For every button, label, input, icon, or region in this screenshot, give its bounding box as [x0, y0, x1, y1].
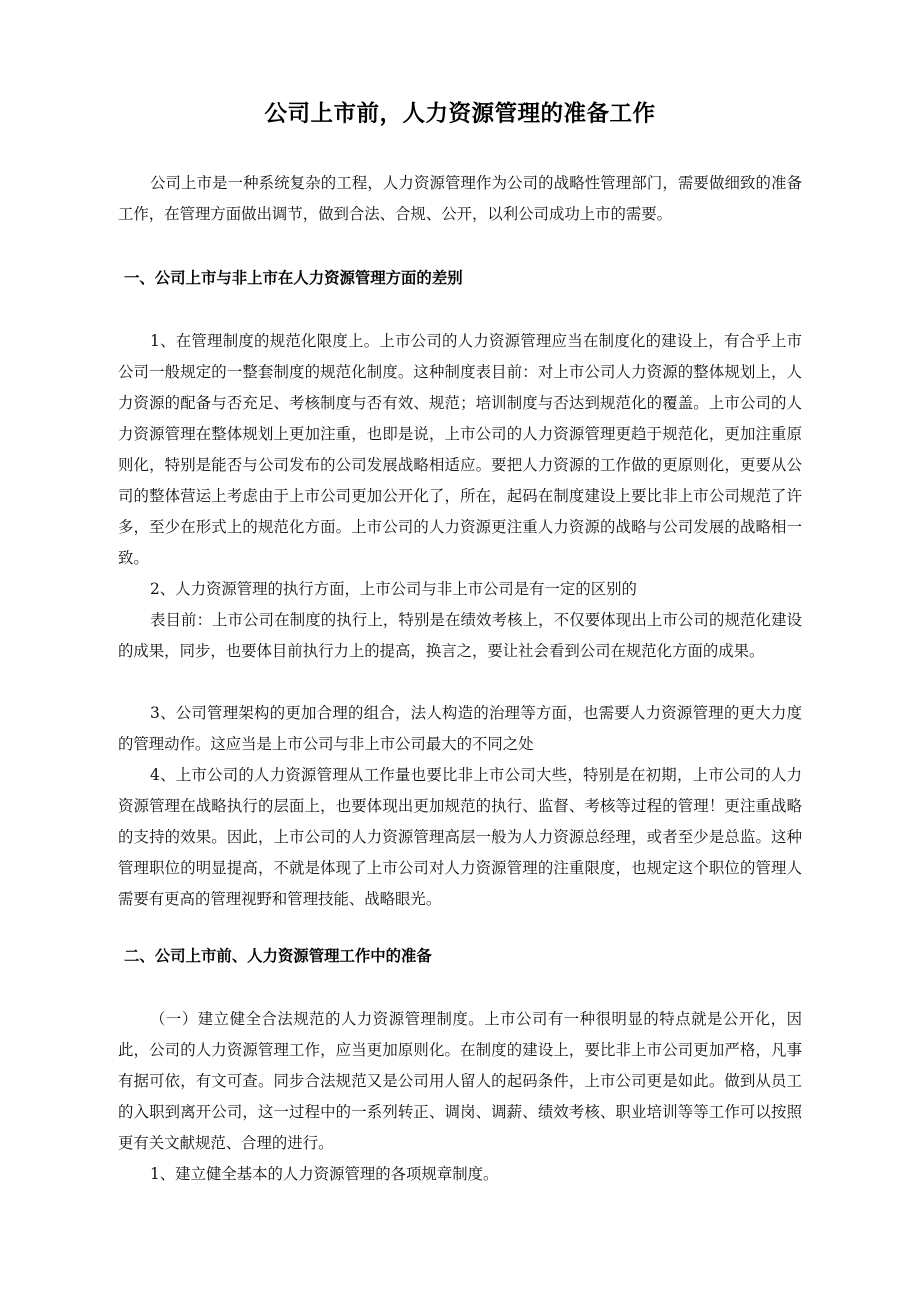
- section-1-point-2: 2、人力资源管理的执行方面，上市公司与非上市公司是有一定的区别的: [150, 580, 637, 598]
- section-1-point-2-detail: 表目前：上市公司在制度的执行上，特别是在绩效考核上，不仅要体现出上市公司的规范化建设的成果，同步，也要体目前执行力上的提高，换言之，要让社会看到公司在规范化方面的成果。: [118, 611, 802, 660]
- section-1-heading: 一、公司上市与非上市在人力资源管理方面的差别: [124, 269, 463, 287]
- section-2-item-1: 1、建立健全基本的人力资源管理的各项规章制度。: [150, 1165, 499, 1183]
- section-1-point-4: 4、上市公司的人力资源管理从工作量也要比非上市公司大些，特别是在初期，上市公司的人力资源管理在战略执行的层面上，也要体现出更加规范的执行、监督、考核等过程的管理！更注重战略的支持的效果。因此，上市公司的人力资源管理高层一般为人力资源总经理，或者至少是总监。这种管理职位的明显提高，不就是体现了上市公司对人力资源管理的注重限度，也规定这个职位的管理人需要有更高的管理视野和管理技能、战略眼光。: [118, 766, 802, 908]
- section-2-heading: 二、公司上市前、人力资源管理工作中的准备: [124, 947, 432, 965]
- section-2-subsection-1: （一）建立健全合法规范的人力资源管理制度。上市公司有一种很明显的特点就是公开化，因此，公司的人力资源管理工作，应当更加原则化。在制度的建设上，要比非上市公司更加严格，凡事有据可依，有文可查。同步合法规范又是公司用人留人的起码条件，上市公司更是如此。做到从员工的入职到离开公司，这一过程中的一系列转正、调岗、调薪、绩效考核、职业培训等等工作可以按照更有关文献规范、合理的进行。: [118, 1010, 802, 1152]
- section-1-point-1: 1、在管理制度的规范化限度上。上市公司的人力资源管理应当在制度化的建设上，有合乎上市公司一般规定的一整套制度的规范化制度。这种制度表目前：对上市公司人力资源的整体规划上，人力资源的配备与否充足、考核制度与否有效、规范；培训制度与否达到规范化的覆盖。上市公司的人力资源管理在整体规划上更加注重，也即是说，上市公司的人力资源管理更趋于规范化，更加注重原则化，特别是能否与公司发布的公司发展战略相适应。要把人力资源的工作做的更原则化，更要从公司的整体营运上考虑由于上市公司更加公开化了，所在，起码在制度建设上要比非上市公司规范了许多，至少在形式上的规范化方面。上市公司的人力资源更注重人力资源的战略与公司发展的战略相一致。: [118, 332, 802, 567]
- document-title: 公司上市前，人力资源管理的准备工作: [264, 101, 656, 127]
- section-1-point-3: 3、公司管理架构的更加合理的组合，法人构造的治理等方面，也需要人力资源管理的更大力度的管理动作。这应当是上市公司与非上市公司最大的不同之处: [118, 704, 802, 753]
- intro-paragraph: 公司上市是一种系统复杂的工程，人力资源管理作为公司的战略性管理部门，需要做细致的准备工作，在管理方面做出调节，做到合法、合规、公开，以利公司成功上市的需要。: [118, 174, 802, 223]
